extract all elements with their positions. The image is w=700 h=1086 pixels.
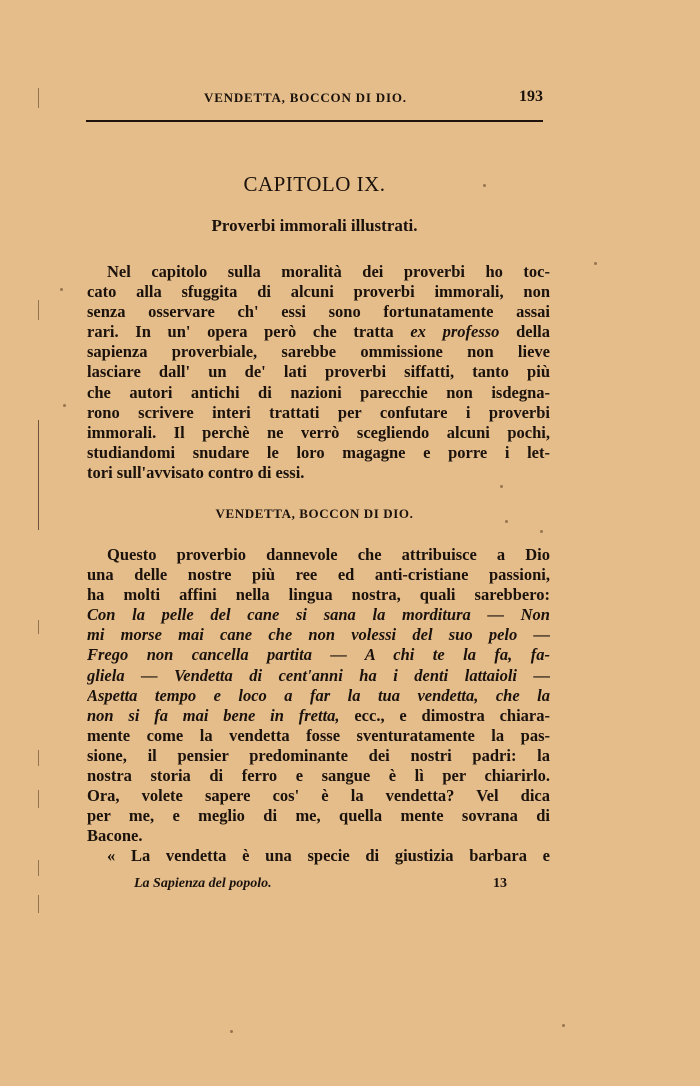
chapter-title: CAPITOLO IX.: [243, 172, 386, 196]
text-line: cato alla sfuggita di alcuni proverbi immorali, non: [87, 282, 550, 302]
text-line: ha molti affini nella lingua nostra, quali sarebbero:: [87, 585, 550, 605]
text-line: mente come la vendetta fosse sventuratamente la pas-: [87, 725, 550, 745]
text-line: tori sull'avvisato contro di essi.: [87, 462, 305, 482]
body-paragraph: [87, 545, 550, 867]
text-line: Bacone.: [87, 826, 143, 846]
signature-number: 13: [493, 876, 507, 891]
text-run: ecc., e dimostra chiara-: [339, 705, 550, 725]
margin-mark: [38, 895, 39, 913]
margin-mark: [38, 420, 39, 530]
chapter-subtitle: Proverbi immorali illustrati.: [211, 216, 418, 235]
paper-speck: [63, 404, 66, 407]
page-number: 193: [519, 88, 543, 105]
text-line: [87, 706, 550, 726]
text-line: per me, e meglio di me, quella mente sovrana di: [87, 806, 550, 826]
text-line: immorali. Il perchè ne verrò scegliendo alcuni pochi,: [87, 422, 550, 442]
paper-speck: [483, 184, 486, 187]
paper-speck: [60, 288, 63, 291]
paper-speck: [562, 1024, 565, 1027]
proverb-line: mi morse mai cane che non volessi del suo pelo —: [87, 625, 550, 645]
intro-paragraph: [87, 262, 550, 483]
text-line: che autori antichi di nazioni parecchie non isdegna-: [87, 382, 550, 402]
paper-speck: [594, 262, 597, 265]
section-heading: VENDETTA, BOCCON DI DIO.: [215, 506, 414, 521]
text-line: Ora, volete sapere cos' è la vendetta? Vel dica: [87, 786, 550, 806]
text-line: sione, il pensier predominante dei nostri padri: la: [87, 745, 550, 765]
text-line: Questo proverbio dannevole che attribuisce a Dio: [107, 545, 550, 564]
page-footer: [86, 876, 549, 896]
italic-phrase: non si fa mai bene in fretta,: [87, 705, 340, 725]
text-line: studiandomi snudare le loro magagne e porre i let-: [87, 442, 550, 462]
proverb-line: Aspetta tempo e loco a far la tua vendetta, che la: [87, 685, 550, 705]
text-line: nostra storia di ferro e sangue è lì per chiarirlo.: [87, 766, 550, 786]
text-line: sapienza proverbiale, sarebbe ommissione non lieve: [87, 342, 550, 362]
running-head: [86, 90, 543, 110]
margin-mark: [38, 620, 39, 634]
text-line: senza osservare ch' essi sono fortunatamente assai: [87, 302, 550, 322]
paper-speck: [505, 520, 508, 523]
text-line: rono scrivere interi trattati per confutare i proverbi: [87, 402, 550, 422]
paper-speck: [500, 485, 503, 488]
paper-speck: [540, 530, 543, 533]
margin-mark: [38, 300, 39, 320]
proverb-line: Con la pelle del cane si sana la morditura — Non: [87, 605, 550, 625]
margin-mark: [38, 750, 39, 766]
proverb-line: Frego non cancella partita — A chi te la fa, fa-: [87, 645, 550, 665]
margin-mark: [38, 88, 39, 108]
text-line: una delle nostre più ree ed anti-cristiane passioni,: [87, 565, 550, 585]
running-title: VENDETTA, BOCCON DI DIO.: [204, 90, 407, 105]
header-rule: [86, 120, 543, 122]
text-run: della: [499, 322, 550, 342]
margin-mark: [38, 860, 39, 876]
paper-speck: [230, 1030, 233, 1033]
text-line: « La vendetta è una specie di giustizia barbara e: [107, 846, 550, 866]
margin-mark: [38, 790, 39, 808]
text-run: rari. In un' opera però che tratta: [87, 322, 411, 342]
italic-phrase: ex professo: [410, 322, 500, 342]
proverb-line: gliela — Vendetta di cent'anni ha i denti lattaioli —: [87, 665, 550, 685]
text-line: [87, 322, 550, 342]
text-line: lasciare dall' un de' lati proverbi siffatti, tanto più: [87, 362, 550, 382]
text-line: Nel capitolo sulla moralità dei proverbi ho toc-: [107, 262, 550, 281]
signature-title: La Sapienza del popolo.: [134, 876, 272, 891]
